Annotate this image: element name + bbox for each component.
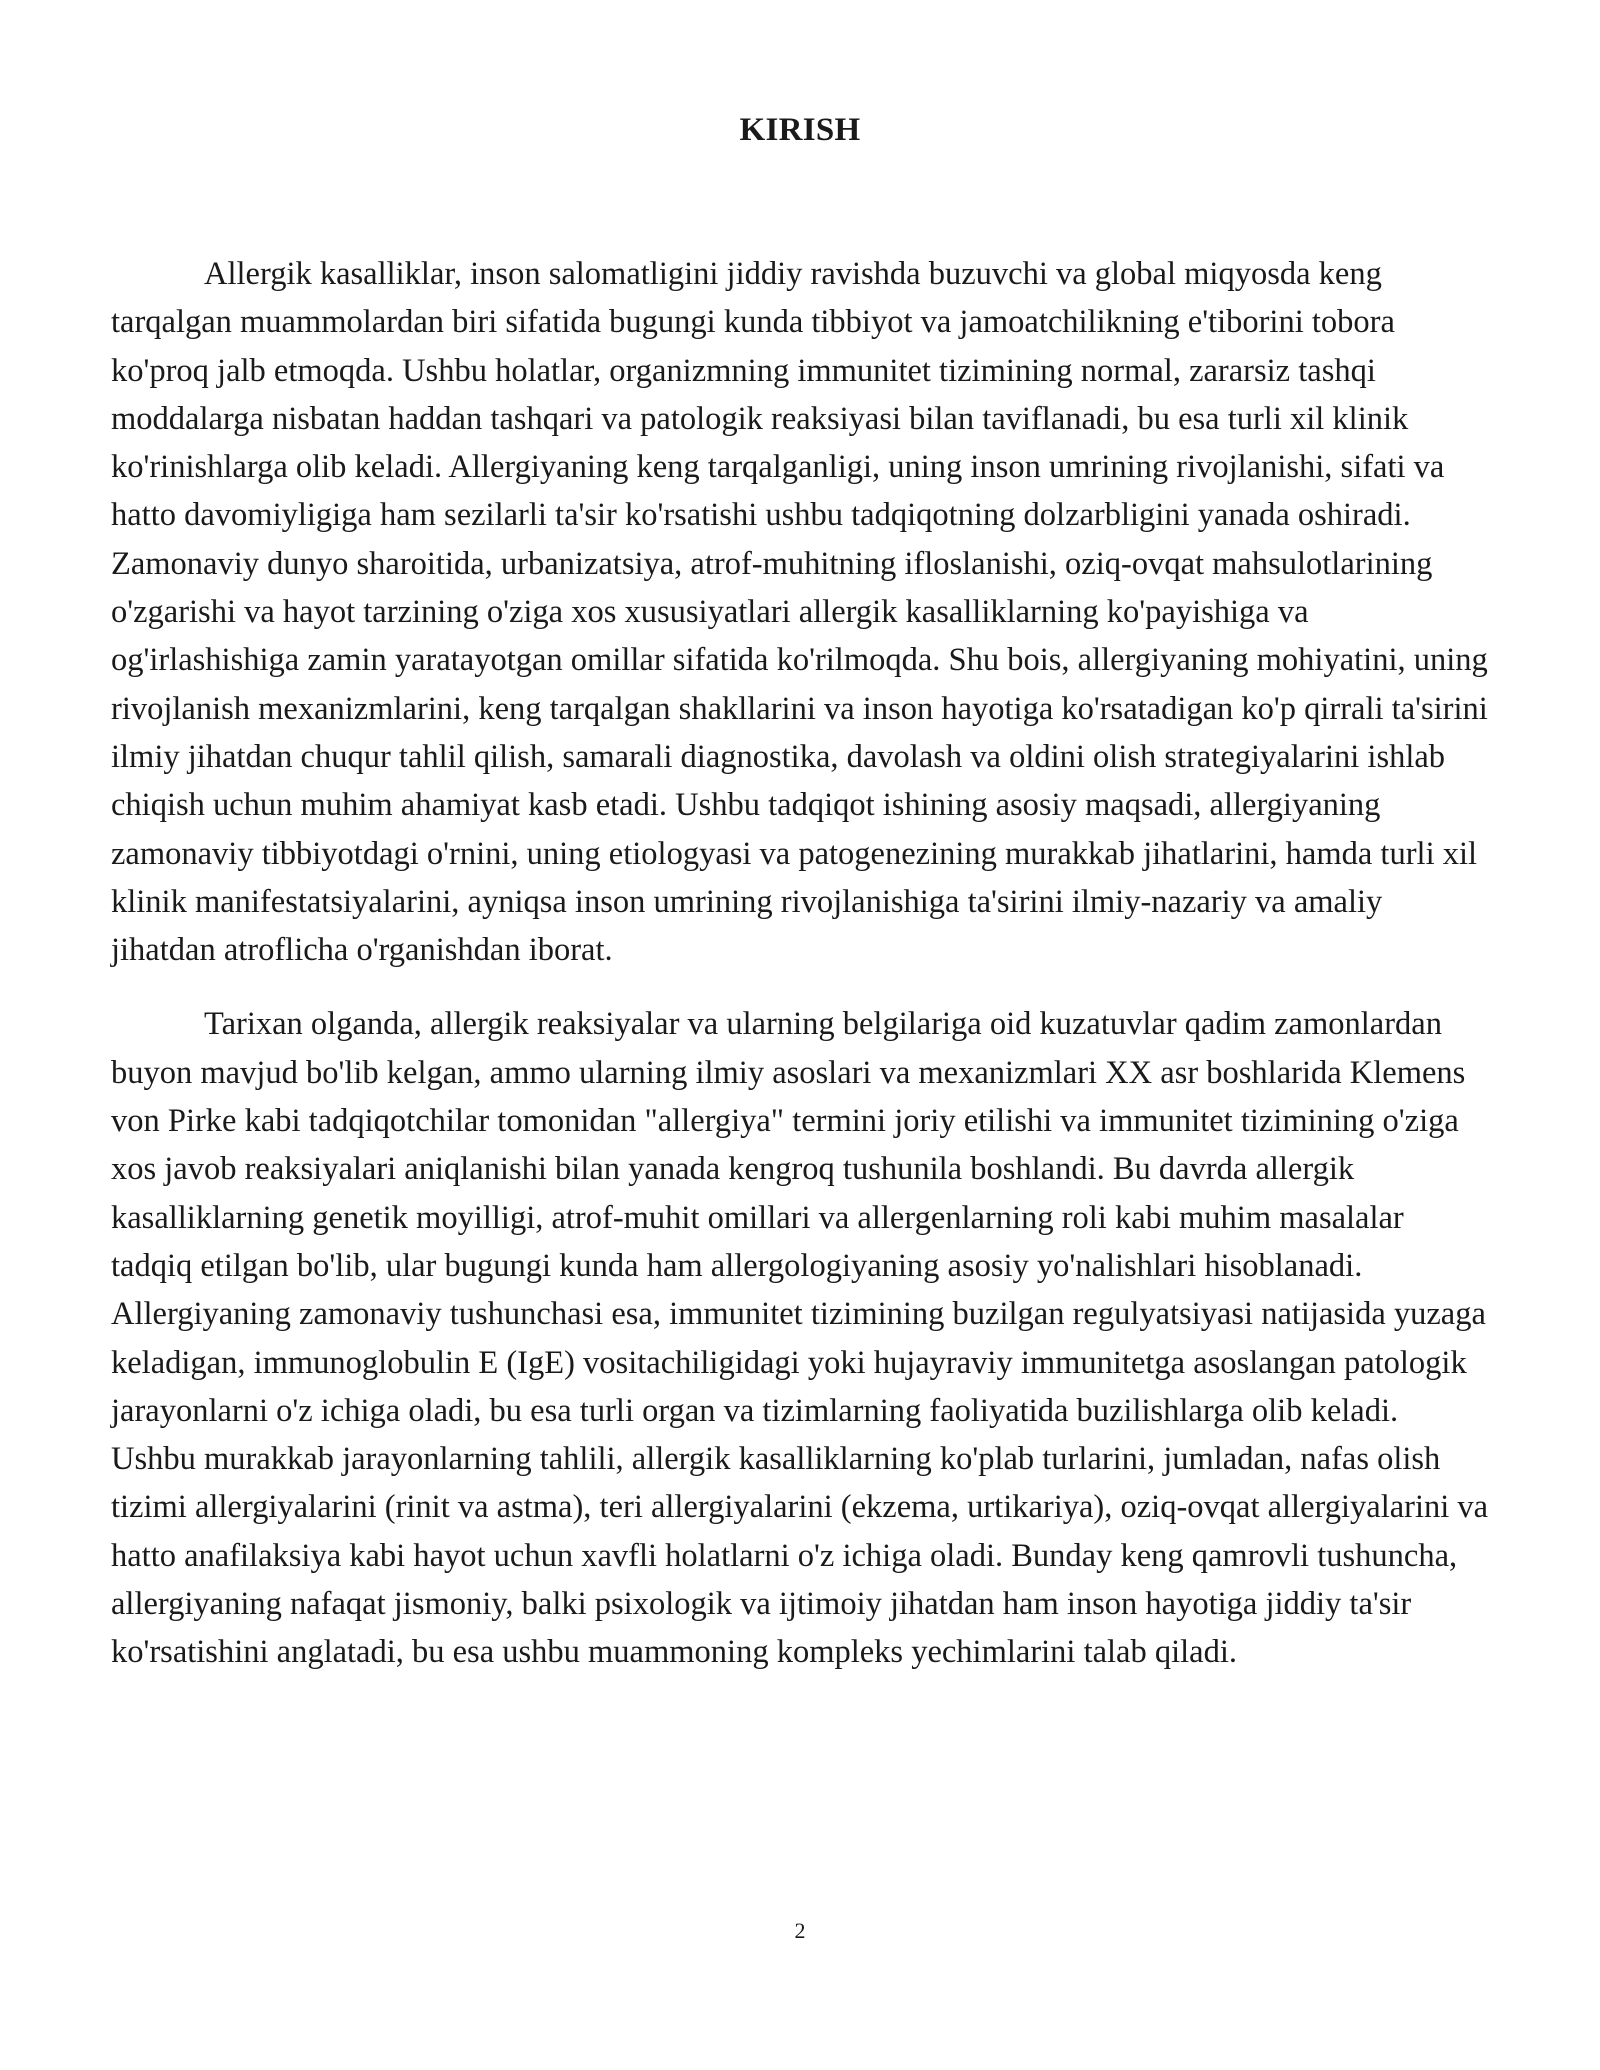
body-text [111,250,1491,1703]
section-heading: KIRISH [739,112,861,148]
page-number: 2 [794,1918,806,1943]
paragraph-history: Tarixan olganda, allergik reaksiyalar va ularning belgilariga oid kuzatuvlar qadim zamonlardan buyon mavjud bo'lib kelgan, ammo ularning ilmiy asoslari va mexanizmlari XX asr boshlarida Klemens von Pirke kabi tadqiqotchilar tomonidan "allergiya" termini joriy etilishi va immunitet tizimining o'ziga xos javob reaksiyalari aniqlanishi bilan yanada kengroq tushunila boshlandi. Bu davrda allergik kasalliklarning genetik moyilligi, atrof-muhit omillari va allergenlarning roli kabi muhim masalalar tadqiq etilgan bo'lib, ular bugungi kunda ham allergologiyaning asosiy yo'nalishlari hisoblanadi. Allergiyaning zamonaviy tushunchasi esa, immunitet tizimining buzilgan regulyatsiyasi natijasida yuzaga keladigan, immunoglobulin E (IgE) vositachiligidagi yoki hujayraviy immunitetga asoslangan patologik jarayonlarni o'z ichiga oladi, bu esa turli organ va tizimlarning faoliyatida buzilishlarga olib keladi. Ushbu murakkab jarayonlarning tahlili, allergik kasalliklarning ko'plab turlarini, jumladan, nafas olish tizimi allergiyalarini (rinit va astma), teri allergiyalarini (ekzema, urtikariya), oziq-ovqat allergiyalarini va hatto anafilaksiya kabi hayot uchun xavfli holatlarni o'z ichiga oladi. Bunday keng qamrovli tushuncha, allergiyaning nafaqat jismoniy, balki psixologik va ijtimoiy jihatdan ham inson hayotiga jiddiy ta'sir ko'rsatishini anglatadi, bu esa ushbu muammoning kompleks yechimlarini talab qiladi. [111,1006,1489,1671]
paragraph-introduction: Allergik kasalliklar, inson salomatligini jiddiy ravishda buzuvchi va global miqyosda keng tarqalgan muammolardan biri sifatida bugungi kunda tibbiyot va jamoatchilikning e'tiborini tobora ko'proq jalb etmoqda. Ushbu holatlar, organizmning immunitet tizimining normal, zararsiz tashqi moddalarga nisbatan haddan tashqari va patologik reaksiyasi bilan taviflanadi, bu esa turli xil klinik ko'rinishlarga olib keladi. Allergiyaning keng tarqalganligi, uning inson umrining rivojlanishi, sifati va hatto davomiyligiga ham sezilarli ta'sir ko'rsatishi ushbu tadqiqotning dolzarbligini yanada oshiradi. Zamonaviy dunyo sharoitida, urbanizatsiya, atrof-muhitning ifloslanishi, oziq-ovqat mahsulotlarining o'zgarishi va hayot tarzining o'ziga xos xususiyatlari allergik kasalliklarning ko'payishiga va og'irlashishiga zamin yaratayotgan omillar sifatida ko'rilmoqda. Shu bois, allergiyaning mohiyatini, uning rivojlanish mexanizmlarini, keng tarqalgan shakllarini va inson hayotiga ko'rsatadigan ko'p qirrali ta'sirini ilmiy jihatdan chuqur tahlil qilish, samarali diagnostika, davolash va oldini olish strategiyalarini ishlab chiqish uchun muhim ahamiyat kasb etadi. Ushbu tadqiqot ishining asosiy maqsadi, allergiyaning zamonaviy tibbiyotdagi o'rnini, uning etiologyasi va patogenezining murakkab jihatlarini, hamda turli xil klinik manifestatsiyalarini, ayniqsa inson umrining rivojlanishiga ta'sirini ilmiy-nazariy va amaliy jihatdan atroflicha o'rganishdan iborat. [111,256,1488,969]
